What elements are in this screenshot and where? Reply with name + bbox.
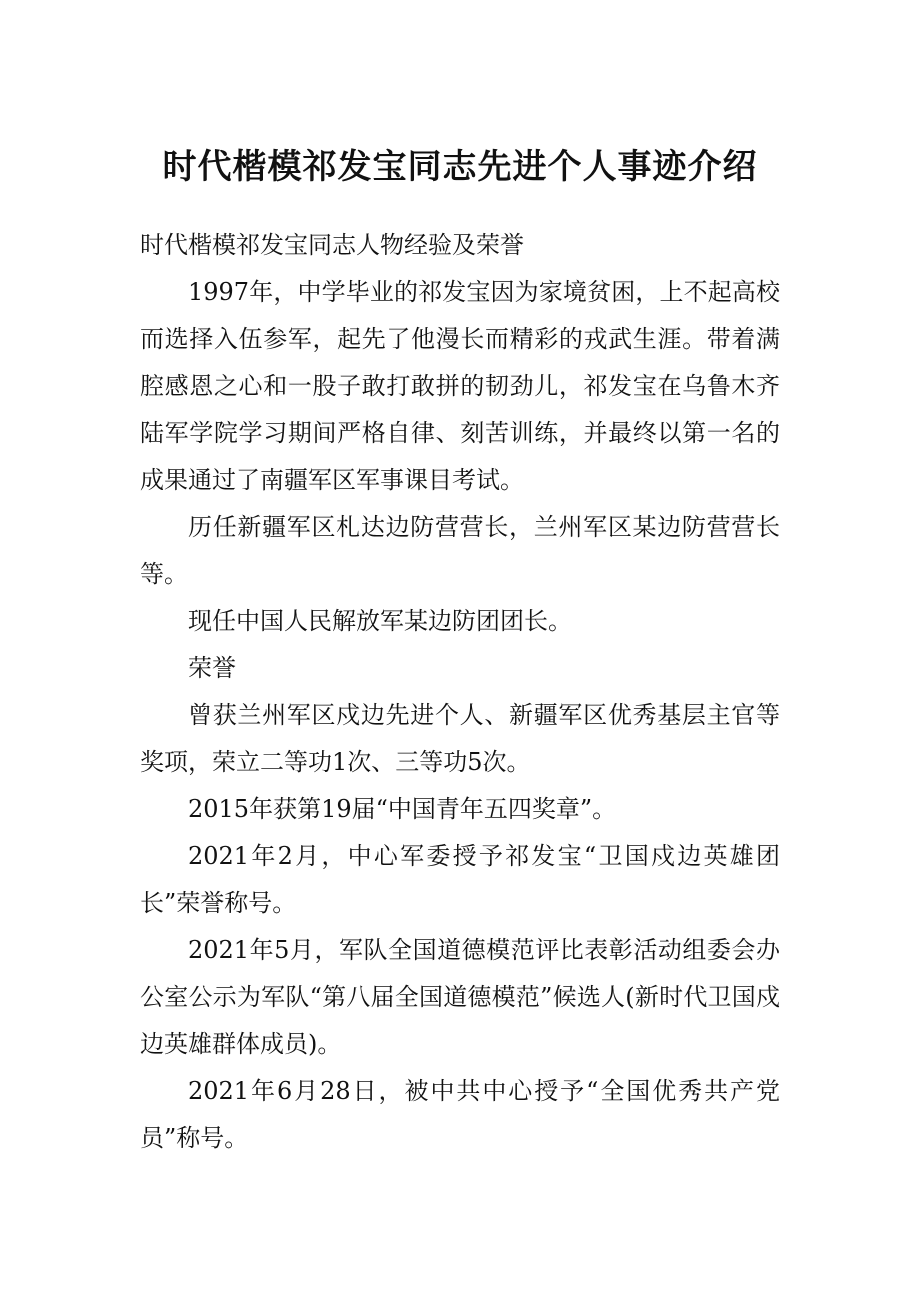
document-body [140, 222, 780, 1162]
paragraph-2015-medal: 2015年获第19届“中国青年五四奖章”。 [188, 795, 617, 823]
paragraph-2021-feb: 2021年2月，中心军委授予祁发宝“卫国戍边英雄团长”荣誉称号。 [140, 842, 780, 917]
subtitle-line: 时代楷模祁发宝同志人物经验及荣誉 [140, 231, 524, 259]
paragraph-2021-may: 2021年5月，军队全国道德模范评比表彰活动组委会办公室公示为军队“第八届全国道德模范”候选人(新时代卫国戍边英雄群体成员)。 [140, 936, 780, 1058]
paragraph-positions-held: 历任新疆军区札达边防营营长，兰州军区某边防营营长等。 [140, 513, 780, 588]
paragraph-1997-enlistment: 1997年，中学毕业的祁发宝因为家境贫困，上不起高校而选择入伍参军，起先了他漫长而精彩的戎武生涯。带着满腔感恩之心和一股子敢打敢拼的韧劲儿，祁发宝在乌鲁木齐陆军学院学习期间严格自律、刻苦训练，并最终以第一名的成果通过了南疆军区军事课目考试。 [140, 278, 780, 494]
paragraph-awards: 曾获兰州军区戍边先进个人、新疆军区优秀基层主官等奖项，荣立二等功1次、三等功5次。 [140, 701, 780, 776]
paragraph-2021-june: 2021年6月28日，被中共中心授予“全国优秀共产党员”称号。 [140, 1077, 780, 1152]
honors-heading: 荣誉 [188, 654, 236, 682]
paragraph-current-post: 现任中国人民解放军某边防团团长。 [188, 607, 572, 635]
document-title: 时代楷模祁发宝同志先进个人事迹介绍 [162, 147, 758, 187]
